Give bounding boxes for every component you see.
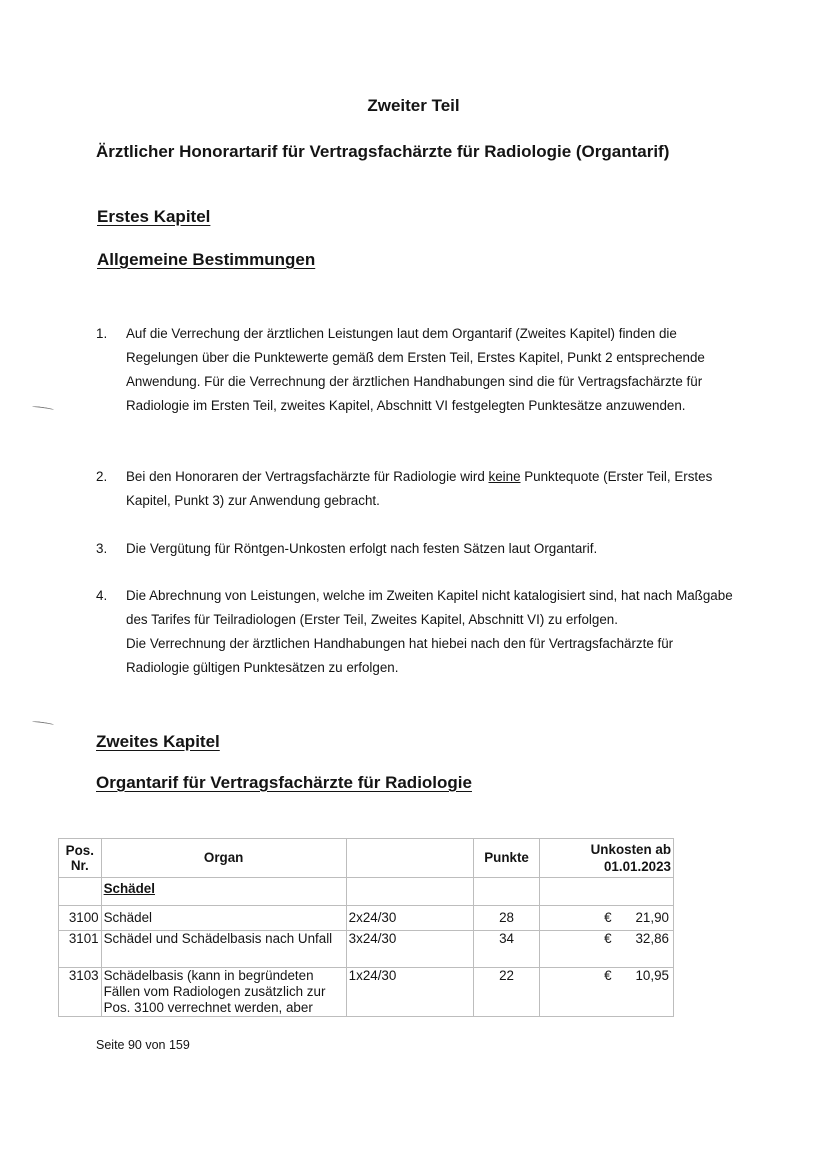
chapter2-title: Zweites Kapitel: [96, 732, 220, 751]
paragraph-3: [96, 537, 736, 561]
currency-symbol: €: [604, 931, 612, 946]
header-film: [346, 839, 473, 878]
chapter2-subtitle: Organtarif für Vertragsfachärzte für Radiologie: [96, 773, 472, 792]
paragraph-2: [96, 465, 736, 513]
paragraph-1: [96, 322, 736, 418]
part-title: Zweiter Teil: [367, 96, 460, 115]
header-pos: Pos. Nr.: [59, 839, 102, 878]
table-header: [59, 839, 674, 878]
emphasis-keyword: keine: [488, 469, 521, 484]
header-unkosten: Unkosten ab 01.01.2023: [540, 839, 674, 878]
paragraph-number: 4.: [96, 588, 108, 603]
paragraph-text: Die Vergütung für Röntgen-Unkosten erfolgt nach festen Sätzen laut Organtarif.: [126, 541, 598, 556]
chapter1-subtitle: Allgemeine Bestimmungen: [97, 250, 316, 269]
table-row: 3100 Schädel 2x24/30 28 € 21,90: [59, 906, 674, 931]
unkosten-value: 21,90: [635, 910, 669, 925]
header-organ: Organ: [101, 839, 346, 878]
unkosten-value: 32,86: [635, 931, 669, 946]
paragraph-text-continued: Die Verrechnung der ärztlichen Handhabungen hat hiebei nach den für Vertragsfachärzte für Radiologie gültigen Punktesätzen zu erfolgen.: [126, 636, 674, 675]
paragraph-number: 1.: [96, 326, 108, 341]
table-section-row: [59, 878, 674, 906]
table-row: 3101 Schädel und Schädelbasis nach Unfall 3x24/30 34 € 32,86: [59, 931, 674, 968]
header-punkte: Punkte: [473, 839, 539, 878]
paragraph-number: 3.: [96, 541, 108, 556]
section-label: Schädel: [101, 878, 346, 906]
document-title: Ärztlicher Honorartarif für Vertragsfachärzte für Radiologie (Organtarif): [96, 142, 670, 161]
unkosten-value: 10,95: [635, 968, 669, 983]
page-footer: Seite 90 von 159: [96, 1038, 190, 1052]
paragraph-number: 2.: [96, 469, 108, 484]
chapter1-title: Erstes Kapitel: [97, 207, 211, 226]
table-row: 3103 Schädelbasis (kann in begründeten Fällen vom Radiologen zusätzlich zur Pos. 3100 verrechnet werden, aber 1x24/30 22 € 10,95: [59, 968, 674, 1017]
paragraph-text: Die Abrechnung von Leistungen, welche im Zweiten Kapitel nicht katalogisiert sind, hat nach Maßgabe des Tarifes für Teilradiologen (Erster Teil, Zweites Kapitel, Abschnitt VI) zu erfolgen.: [126, 588, 733, 627]
scan-mark: [32, 720, 54, 726]
paragraph-4: [96, 584, 736, 680]
scan-mark: [32, 405, 54, 411]
organ-tariff-table: [58, 838, 674, 1017]
paragraph-text: Bei den Honoraren der Vertragsfachärzte für Radiologie wird keine Punktequote (Erster Teil, Erstes Kapitel, Punkt 3) zur Anwendung gebracht.: [126, 469, 713, 508]
currency-symbol: €: [604, 968, 612, 983]
currency-symbol: €: [604, 910, 612, 925]
paragraph-text: Auf die Verrechung der ärztlichen Leistungen laut dem Organtarif (Zweites Kapitel) finden die Regelungen über die Punktewerte gemäß dem Ersten Teil, Erstes Kapitel, Punkt 2 entsprechende Anwendung. Für die Verrechnung der ärztlichen Handhabungen sind die für Vertragsfachärzte für Radiologie im Ersten Teil, zweites Kapitel, Abschnitt VI festgelegten Punktesätze anzuwenden.: [126, 326, 705, 413]
